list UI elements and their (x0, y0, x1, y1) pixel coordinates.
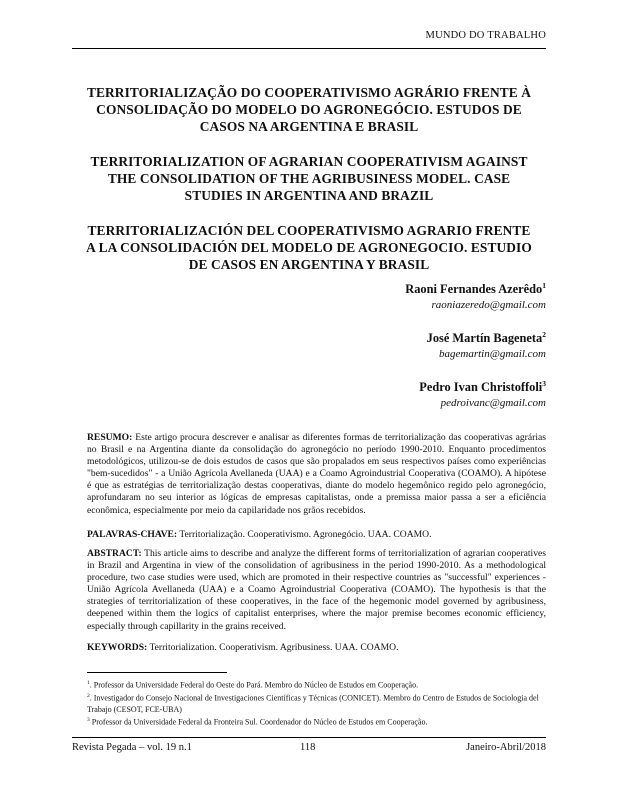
footnote-2: $^2$. Investigador do Consejo Nacional de Investigaciones Científicas y Técnicas (CONICET). Membro do Centro de Estudos de Sociologia del Trabajo (CESOT, FCE-UBA) (87, 693, 539, 714)
author-name: Raoni Fernandes Azerêdo$^1$ (405, 281, 546, 297)
footnote-marker: 2 (542, 330, 546, 340)
title-block (82, 84, 536, 291)
abstract-text: This article aims to describe and analyze the different forms of territorialization of agrarian cooperatives in Brazil and Argentina in view of the consolidation of agribusiness in the period 1990-2010. As a methodological procedure, two case studies were used, which are promoted in their respective countries as "successful" experiences - União Agrícola Avellaneda (UAA) e a Coamo Agroindustrial Cooperativa (COAMO). The hypothesis is that the strategies of territorialization of these cooperatives, in the face of the hegemonic model governed by agribusiness, deepened within them the logics of capitalist enterprises, where the major premise becomes economic efficiency, especially through capillarity in the grains received. (87, 548, 546, 632)
abstract-paragraph (87, 548, 546, 633)
author-1 (405, 277, 546, 312)
footnote-1: $^1$. Professor da Universidade Federal do Oeste do Pará. Membro do Núcleo de Estudos em Cooperação. (87, 680, 419, 690)
issue-date: Janeiro-Abril/2018 (466, 742, 546, 753)
header-rule (72, 48, 546, 49)
page-footer (72, 742, 546, 756)
resumo-label: RESUMO: (87, 432, 133, 443)
footnote-marker: 3 (542, 379, 546, 389)
footer-rule (72, 737, 546, 738)
author-name: Pedro Ivan Christoffoli$^3$ (419, 379, 546, 395)
palavras-chave-label: PALAVRAS-CHAVE: (87, 529, 178, 540)
author-list (405, 277, 546, 424)
footnote-marker: 1 (542, 281, 546, 290)
author-2 (405, 326, 546, 361)
title-english: TERRITORIALIZATION OF AGRARIAN COOPERATIVISM AGAINST THE CONSOLIDATION OF THE AGRIBUSINESS MODEL. CASE STUDIES IN ARGENTINA AND BRAZIL (90, 154, 528, 203)
keywords-paragraph (87, 642, 546, 654)
running-header: MUNDO DO TRABALHO (425, 30, 546, 41)
footnotes (87, 678, 546, 728)
footnote-rule (87, 672, 227, 673)
keywords-label: KEYWORDS: (87, 642, 148, 653)
author-name: José Martín Bageneta$^2$ (426, 330, 546, 346)
author-email[interactable]: pedroivanc@gmail.com (440, 397, 546, 410)
author-email[interactable]: raoniazeredo@gmail.com (431, 299, 546, 312)
author-3 (405, 375, 546, 410)
title-portuguese: TERRITORIALIZAÇÃO DO COOPERATIVISMO AGRÁRIO FRENTE À CONSOLIDAÇÃO DO MODELO DO AGRONEGÓCIO. ESTUDOS DE CASOS NA ARGENTINA E BRASIL (86, 85, 532, 134)
palavras-chave-paragraph (87, 529, 546, 541)
journal-info: Revista Pegada – vol. 19 n.1 (72, 742, 192, 753)
title-spanish: TERRITORIALIZACIÓN DEL COOPERATIVISMO AGRARIO FRENTE A LA CONSOLIDACIÓN DEL MODELO DE AGRONEGOCIO. ESTUDIO DE CASOS EN ARGENTINA Y BRASIL (86, 223, 532, 272)
footnote-3: $^3$ Professor da Universidade Federal da Fronteira Sul. Coordenador do Núcleo de Estudos em Cooperação. (87, 717, 428, 727)
page-number: 118 (300, 742, 316, 753)
abstract-label: ABSTRACT: (87, 548, 142, 559)
palavras-chave-text: Territorialização. Cooperativismo. Agronegócio. UAA. COAMO. (179, 529, 432, 540)
author-email[interactable]: bagemartin@gmail.com (439, 348, 546, 361)
keywords-text: Territorialization. Cooperativism. Agribusiness. UAA. COAMO. (149, 642, 399, 653)
resumo-paragraph (87, 432, 546, 517)
resumo-text: Este artigo procura descrever e analisar as diferentes formas de territorialização das cooperativas agrárias no Brasil e na Argentina diante da consolidação do agronegócio no período 1990-2010. Enquanto procedimentos metodológicos, utilizou-se de dois estudos de casos que são propalados em seus respectivos países como experiências "bem-sucedidos" - a União Agrícola Avellaneda (UAA) e a Coamo Agroindustrial Cooperativa (COAMO). A hipótese é que as estratégias de territorialização destas cooperativas, diante do modelo hegemônico regido pelo agronegócio, aprofundaram no seu interior as lógicas de empresas capitalistas, onde a premissa maior passa a ser a eficiência econômica, especialmente por meio da capilaridade nos grãos recebidos. (87, 432, 546, 516)
